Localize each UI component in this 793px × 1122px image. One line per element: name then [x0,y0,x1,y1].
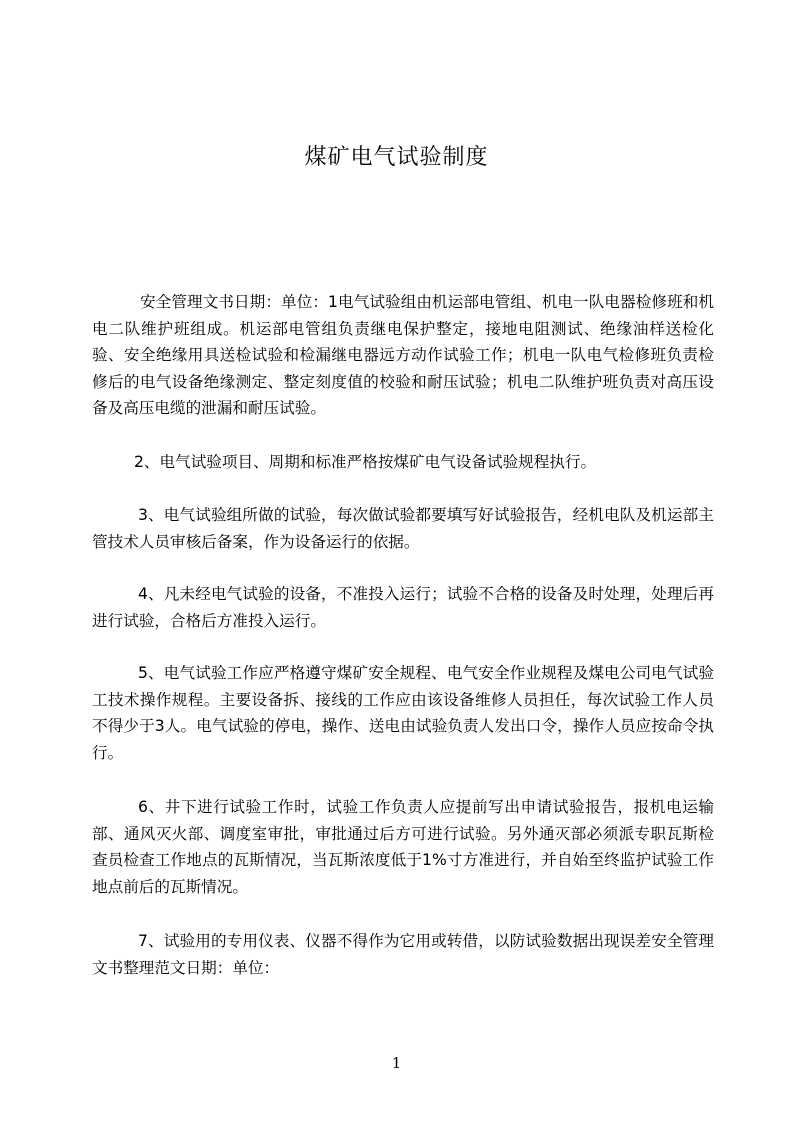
paragraph-2: 2、电气试验项目、周期和标准严格按煤矿电气设备试验规程执行。 [134,453,597,471]
paragraph-1: 安全管理文书日期：单位：1电气试验组由机运部电管组、机电一队电器检修班和机电二队维护班组成。机运部电管组负责继电保护整定，接地电阻测试、绝缘油样送检化验、安全绝缘用具送检试验和检漏继电器远方动作试验工作；机电一队电气检修班负责检修后的电气设备绝缘测定、整定刻度值的校验和耐压试验；机电二队维护班负责对高压设备及高压电缆的泄漏和耐压试验。 [92,293,714,417]
paragraph-5: 5、电气试验工作应严格遵守煤矿安全规程、电气安全作业规程及煤电公司电气试验工技术操作规程。主要设备拆、接线的工作应由该设备维修人员担任，每次试验工作人员不得少于3人。电气试验的停电，操作、送电由试验负责人发出口令，操作人员应按命令执行。 [92,664,714,762]
paragraph-4: 4、凡未经电气试验的设备，不准投入运行；试验不合格的设备及时处理，处理后再进行试验，合格后方准投入运行。 [92,585,714,630]
paragraph-7: 7、试验用的专用仪表、仪器不得作为它用或转借，以防试验数据出现误差安全管理文书整理范文日期：单位： [92,932,714,977]
document-title: 煤矿电气试验制度 [304,145,489,170]
paragraph-6: 6、井下进行试验工作时，试验工作负责人应提前写出申请试验报告，报机电运输部、通风灭火部、调度室审批，审批通过后方可进行试验。另外通灭部必须派专职瓦斯检查员检查工作地点的瓦斯情况，当瓦斯浓度低于1%寸方准进行，并自始至终监护试验工作地点前后的瓦斯情况。 [92,798,714,896]
page-number: 1 [391,1054,402,1072]
paragraph-3: 3、电气试验组所做的试验，每次做试验都要填写好试验报告，经机电队及机运部主管技术人员审核后备案，作为设备运行的依据。 [92,506,714,551]
